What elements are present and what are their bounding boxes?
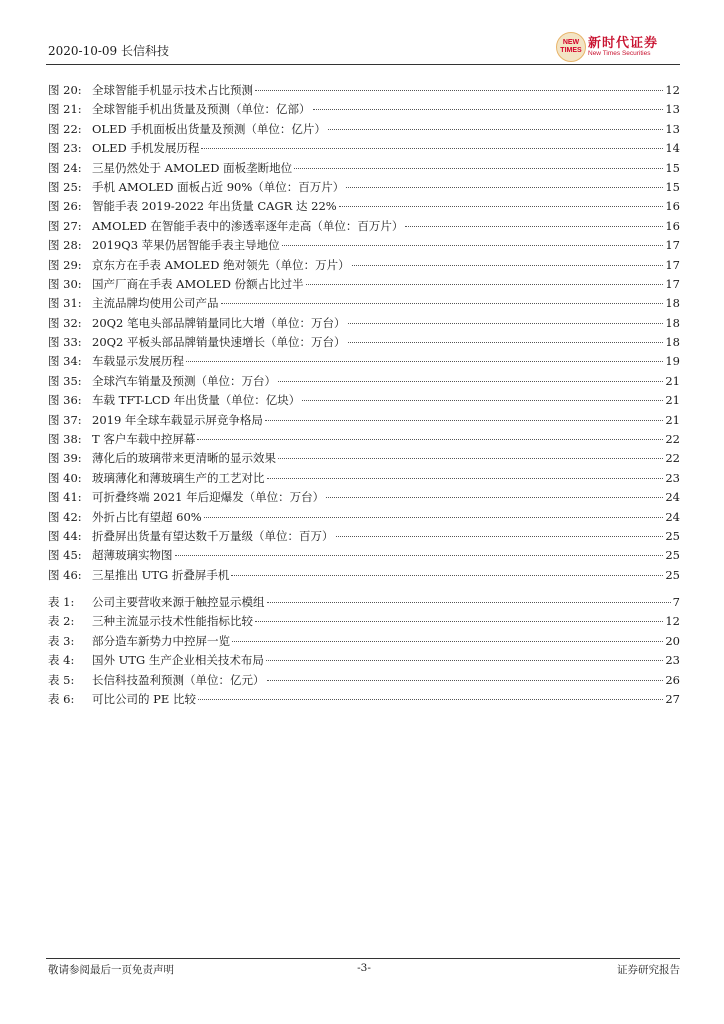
figure-entry[interactable] (48, 101, 680, 120)
figure-entry-title: 国产厂商在手表 AMOLED 份额占比过半 (92, 276, 304, 291)
figure-entry[interactable] (48, 276, 680, 295)
dot-leader (255, 90, 663, 91)
figure-entry[interactable] (48, 257, 680, 276)
figure-entry-title: 全球智能手机显示技术占比预测 (92, 83, 253, 97)
figure-entry-label: 图 30: (48, 276, 82, 291)
dot-leader (326, 497, 663, 498)
table-entry-label: 表 2: (48, 614, 75, 629)
figure-entry-label: 图 36: (48, 393, 82, 408)
figure-entry-label: 图 39: (48, 451, 82, 466)
figure-entry-label: 图 23: (48, 141, 82, 156)
figure-entry-page: 23 (665, 470, 680, 485)
figure-entry-page: 22 (665, 451, 680, 466)
dot-leader (346, 187, 663, 188)
figure-entry-title: 智能手表 2019-2022 年出货量 CAGR 达 22% (92, 199, 337, 214)
figure-entry[interactable] (48, 295, 680, 314)
dot-leader (306, 284, 664, 285)
figure-entry-label: 图 31: (48, 296, 82, 311)
figure-entry-page: 25 (665, 548, 680, 563)
figure-index (48, 82, 680, 586)
figure-entry-title: OLED 手机发展历程 (92, 141, 200, 156)
figure-entry-label: 图 20: (48, 83, 82, 97)
footer-divider (46, 958, 680, 959)
figure-entry-title: 超薄玻璃实物图 (92, 548, 173, 563)
figure-entry-page: 13 (665, 121, 680, 136)
table-entry-label: 表 4: (48, 653, 75, 668)
figure-entry-page: 18 (665, 335, 680, 350)
footer-page-number: -3- (357, 962, 371, 974)
figure-entry-label: 图 37: (48, 412, 82, 427)
dot-leader (265, 420, 663, 421)
dot-leader (267, 478, 664, 479)
table-index (48, 594, 680, 710)
figure-entry-label: 图 34: (48, 354, 82, 369)
figure-entry[interactable] (48, 470, 680, 489)
figure-entry-label: 图 38: (48, 432, 82, 447)
figure-entry-page: 17 (665, 276, 680, 291)
figure-entry-title: 折叠屏出货量有望达数千万量级（单位：百万） (92, 528, 334, 543)
figure-entry-page: 17 (665, 257, 680, 272)
figure-entry[interactable] (48, 198, 680, 217)
figure-entry-label: 图 26: (48, 199, 82, 214)
dot-leader (348, 323, 664, 324)
figure-entry[interactable] (48, 547, 680, 566)
dot-leader (175, 555, 664, 556)
figure-entry-label: 图 46: (48, 567, 82, 582)
dot-leader (328, 129, 664, 130)
figure-entry[interactable] (48, 140, 680, 159)
figure-entry-label: 图 28: (48, 238, 82, 253)
figure-entry-label: 图 32: (48, 315, 82, 330)
table-entry-title: 国外 UTG 生产企业相关技术布局 (92, 653, 264, 668)
table-entry-page: 12 (665, 614, 680, 629)
figure-entry-title: 车载 TFT-LCD 年出货量（单位：亿块） (92, 393, 301, 408)
dot-leader (204, 517, 664, 518)
figure-entry-page: 22 (665, 432, 680, 447)
table-entry-title: 部分造车新势力中控屏一览 (92, 633, 230, 648)
logo-english-name: New Times Securities (588, 50, 651, 57)
figure-entry[interactable] (48, 412, 680, 431)
figure-entry-title: 全球汽车销量及预测（单位：万台） (92, 373, 276, 388)
header-date-company: 2020-10-09 长信科技 (48, 44, 170, 58)
table-entry[interactable] (48, 613, 680, 632)
figure-entry-title: 2019 年全球车载显示屏竞争格局 (92, 412, 263, 427)
figure-entry[interactable] (48, 373, 680, 392)
table-entry-label: 表 3: (48, 633, 75, 648)
figure-entry[interactable] (48, 82, 680, 101)
dot-leader (197, 439, 663, 440)
dot-leader (267, 680, 664, 681)
figure-entry-title: OLED 手机面板出货量及预测（单位：亿片） (92, 121, 326, 136)
figure-entry-page: 16 (665, 218, 680, 233)
figure-entry-page: 25 (665, 528, 680, 543)
dot-leader (255, 621, 663, 622)
figure-entry-label: 图 42: (48, 509, 82, 524)
figure-entry-title: 京东方在手表 AMOLED 绝对领先（单位：万片） (92, 257, 350, 272)
header-divider (46, 64, 680, 65)
table-entry-page: 26 (665, 672, 680, 687)
table-entry-page: 20 (665, 633, 680, 648)
figure-entry-title: T 客户车载中控屏幕 (92, 432, 196, 447)
figure-entry[interactable] (48, 315, 680, 334)
figure-entry-page: 13 (665, 102, 680, 117)
figure-entry-page: 21 (665, 412, 680, 427)
figure-entry[interactable] (48, 334, 680, 353)
dot-leader (221, 303, 664, 304)
figure-entry-page: 15 (665, 179, 680, 194)
table-entry-page: 7 (672, 595, 680, 609)
table-entry[interactable] (48, 672, 680, 691)
figure-entry-page: 21 (665, 393, 680, 408)
figure-entry-title: 外折占比有望超 60% (92, 509, 202, 524)
footer-report-type: 证券研究报告 (617, 964, 680, 976)
figure-entry-label: 图 41: (48, 490, 82, 505)
table-entry-title: 三种主流显示技术性能指标比较 (92, 614, 253, 629)
table-entry[interactable] (48, 652, 680, 671)
figure-entry[interactable] (48, 489, 680, 508)
logo-badge-icon: NEW TIMES (556, 32, 586, 62)
dot-leader (294, 168, 663, 169)
table-entry-title: 长信科技盈利预测（单位：亿元） (92, 672, 265, 687)
figure-entry-label: 图 35: (48, 373, 82, 388)
figure-entry-title: 20Q2 笔电头部品牌销量同比大增（单位：万台） (92, 315, 346, 330)
company-logo (556, 30, 680, 62)
dot-leader (302, 400, 663, 401)
dot-leader (278, 458, 663, 459)
figure-entry-title: 主流品牌均使用公司产品 (92, 296, 219, 311)
figure-entry[interactable] (48, 528, 680, 547)
figure-entry-page: 25 (665, 567, 680, 582)
dot-leader (266, 660, 664, 661)
table-entry-page: 27 (665, 691, 680, 706)
figure-entry-label: 图 29: (48, 257, 82, 272)
logo-chinese-name: 新时代证券 (588, 36, 659, 51)
figure-entry-page: 21 (665, 373, 680, 388)
figure-entry-label: 图 33: (48, 335, 82, 350)
figure-entry-title: 薄化后的玻璃带来更清晰的显示效果 (92, 451, 276, 466)
dot-leader (282, 245, 664, 246)
figure-entry[interactable] (48, 160, 680, 179)
figure-entry-label: 图 27: (48, 218, 82, 233)
figure-entry-title: 全球智能手机出货量及预测（单位：亿部） (92, 102, 311, 117)
figure-entry[interactable] (48, 218, 680, 237)
figure-entry-title: 2019Q3 苹果仍居智能手表主导地位 (92, 238, 280, 253)
figure-entry[interactable] (48, 431, 680, 450)
table-entry[interactable] (48, 633, 680, 652)
figure-entry-title: 玻璃薄化和薄玻璃生产的工艺对比 (92, 470, 265, 485)
table-entry-label: 表 6: (48, 691, 75, 706)
table-entry-title: 可比公司的 PE 比较 (92, 691, 196, 706)
figure-entry[interactable] (48, 353, 680, 372)
dot-leader (278, 381, 663, 382)
dot-leader (231, 575, 663, 576)
dot-leader (267, 602, 671, 603)
dot-leader (336, 536, 664, 537)
figure-entry-title: AMOLED 在智能手表中的渗透率逐年走高（单位：百万片） (92, 218, 404, 233)
figure-entry-page: 14 (665, 141, 680, 156)
table-entry[interactable] (48, 594, 680, 613)
dot-leader (348, 342, 664, 343)
figure-entry-page: 16 (665, 199, 680, 214)
figure-entry-page: 18 (665, 296, 680, 311)
page-header (48, 30, 680, 62)
figure-entry-page: 19 (665, 354, 680, 369)
figure-entry-page: 17 (665, 238, 680, 253)
dot-leader (201, 148, 663, 149)
footer-disclaimer: 敬请参阅最后一页免责声明 (48, 964, 174, 976)
table-entry-title: 公司主要营收来源于触控显示模组 (92, 595, 265, 609)
figure-entry[interactable] (48, 179, 680, 198)
figure-entry-label: 图 44: (48, 528, 82, 543)
figure-entry[interactable] (48, 567, 680, 586)
figure-entry[interactable] (48, 509, 680, 528)
dot-leader (405, 226, 663, 227)
figure-entry-page: 18 (665, 315, 680, 330)
figure-entry[interactable] (48, 121, 680, 140)
figure-entry-label: 图 24: (48, 160, 82, 175)
dot-leader (339, 206, 664, 207)
dot-leader (186, 361, 663, 362)
figure-entry-title: 三星仍然处于 AMOLED 面板垄断地位 (92, 160, 293, 175)
figure-entry[interactable] (48, 450, 680, 469)
table-entry[interactable] (48, 691, 680, 710)
figure-entry-title: 20Q2 平板头部品牌销量快速增长（单位：万台） (92, 335, 346, 350)
figure-entry-page: 12 (665, 83, 680, 97)
figure-entry-page: 15 (665, 160, 680, 175)
figure-entry-title: 可折叠终端 2021 年后迎爆发（单位：万台） (92, 490, 325, 505)
dot-leader (352, 265, 664, 266)
figure-entry[interactable] (48, 237, 680, 256)
figure-entry-label: 图 22: (48, 121, 82, 136)
figure-entry-page: 24 (665, 509, 680, 524)
figure-entry-title: 三星推出 UTG 折叠屏手机 (92, 567, 230, 582)
table-entry-label: 表 1: (48, 595, 75, 609)
dot-leader (232, 641, 663, 642)
figure-entry-label: 图 40: (48, 470, 82, 485)
table-entry-page: 23 (665, 653, 680, 668)
figure-entry-label: 图 21: (48, 102, 82, 117)
dot-leader (313, 109, 664, 110)
figure-entry-page: 24 (665, 490, 680, 505)
figure-entry[interactable] (48, 392, 680, 411)
figure-entry-label: 图 25: (48, 179, 82, 194)
dot-leader (198, 699, 663, 700)
figure-entry-title: 手机 AMOLED 面板占近 90%（单位：百万片） (92, 179, 345, 194)
page-footer (48, 962, 680, 980)
figure-entry-title: 车载显示发展历程 (92, 354, 184, 369)
figure-entry-label: 图 45: (48, 548, 82, 563)
table-entry-label: 表 5: (48, 672, 75, 687)
